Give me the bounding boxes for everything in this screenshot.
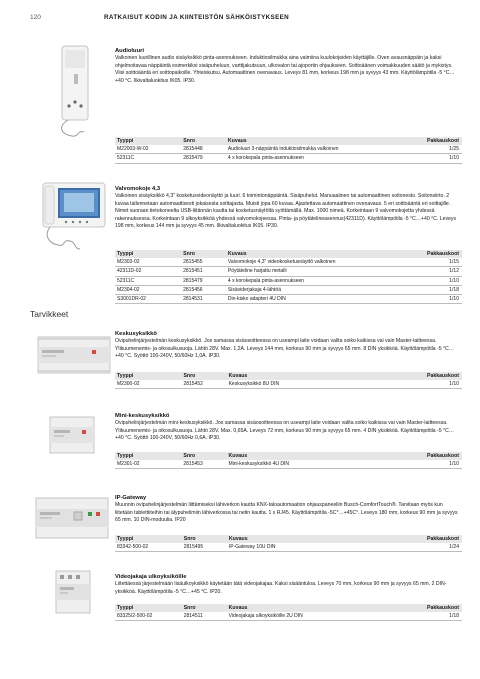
cell-sno: 2815455 [181,258,226,267]
col-sno: Snro [181,372,226,380]
table-header-row [115,250,462,258]
product-title: IP-Gateway [115,495,147,501]
col-desc: Kuvaus [226,452,425,460]
cell-sno: 2814531 [181,295,226,304]
cell-desc: Keskusyksikkö 8U DIN [227,380,425,389]
product-description: Valkoinen sisäyksikkö 4,3" kosketusvideonäyttö ja luuri. 6 toimintonäppäintä. Sisäpuhelut. Manuaalinen tai automaattinen soitonesto. Soitonsiirto. 2 kuvaa tallennetaan automaattisesti jokaisesta soittajasta. Muisti jopa 60 kuvaa. Ajastettava automaattinen ovenavaus. 5 eri soittoääntä eri soittajille. Nimet suoraan tietokoneelta USB-liitännän kautta tai kosketusnäytöltä syöttämällä. Max. 1000 nimeä. Korkeintaan 9 valvomokojetta yhdessä rakennuksessa. Korkeintaan 9 ulkoyksikköä yhdessä valvomokojeessa. Pinta- ja pöytätelineasennus(42311D). Käyttölämpötila -5 °C…+40 °C. Leveys 198 mm, korkeus 144 mm ja syvyys 45 mm. Ilkivaltaluokitus IK05. IP30. [115,193,457,230]
col-pack: Pakkauskoot [425,452,462,460]
product-table [115,250,462,304]
cell-desc: Audioluuri 3-näppäintä induktiosilmukka valkoinen [226,145,425,154]
cell-pack: 1/25 [425,145,462,154]
cell-desc: 4 x korokepala pinta-asennukseen [226,154,425,163]
cell-type: 52311C [115,276,181,285]
cell-sno: 2815479 [181,276,226,285]
table-header-row [115,372,462,380]
video-splitter-image [52,568,94,616]
col-pack: Pakkauskoot [425,250,462,258]
cell-type: M2300-02 [115,380,181,389]
page-header [30,14,460,26]
col-type: Tyyppi [115,137,181,145]
col-desc: Kuvaus [226,137,425,145]
product-table [115,452,462,469]
product-title: Audioluuri [115,48,144,54]
mini-din-unit-image [48,414,96,456]
col-sno: Snro [182,535,227,543]
cell-desc: Mini-keskusyksikkö 4U DIN [226,460,425,469]
cell-pack: 1/24 [425,543,462,552]
cell-pack: 1/10 [425,276,462,285]
product-title: Mini-keskusyksikkö [115,413,170,419]
col-type: Tyyppi [115,372,181,380]
col-desc: Kuvaus [227,535,425,543]
cell-sno: 2815452 [181,380,226,389]
cell-pack: 1/10 [425,295,462,304]
col-sno: Snro [182,604,227,612]
table-header-row [115,604,462,612]
cell-sno: 2815448 [181,145,226,154]
col-type: Tyyppi [115,604,182,612]
cell-pack: 1/18 [425,285,462,294]
cell-type: M22003-W-02 [115,145,181,154]
cell-type: S3001DR-02 [115,295,181,304]
cell-type: M2304-02 [115,285,181,294]
product-description: Valkoinen luurillinen audio sisäyksikkö pinta-asennukseen. Induktiosilmukka aina valmiina kuulokojeiden käyttäjille. Oven avausnäppäin ja kaksi ohjelmoitavaa näppäintä esimerkiksi sisäpuheluun, varttijakutsuun, ulkovalon tai ajoportin ohjaukseen. Soittoäänen voimakkuuden säätö ja mykistys. Viisi soittoääntä eri soittopaikoille. Yhteiskutsu. Automaattinen ovenavaus. Leveys 81 mm, korkeus 198 mm ja syvyys 43 mm. Käyttölämpötila -5 °C…+40 °C. Ilkivaltaluokitus IK05. IP30. [115,55,455,84]
cell-type: 83325/2-500-02 [115,612,182,621]
table-row [115,276,462,285]
col-sno: Snro [181,137,226,145]
col-sno: Snro [181,250,226,258]
video-monitor-image [40,181,110,253]
cell-sno: 2815495 [182,543,227,552]
table-row [115,285,462,294]
cell-sno: 2815453 [181,460,226,469]
table-header-row [115,137,462,145]
col-desc: Kuvaus [226,250,425,258]
cell-desc: Din-kisko adapteri 4U DIN [226,295,425,304]
cell-desc: Pöytäteline harjattu metalli [226,267,425,276]
product-title: Videojakaja ulkoyksiköille [115,574,187,580]
section-heading: Tarvikkeet [30,309,69,319]
col-pack: Pakkauskoot [425,372,462,380]
col-pack: Pakkauskoot [425,604,462,612]
col-type: Tyyppi [115,452,181,460]
cell-type: 52311C [115,154,181,163]
din-unit-image [36,333,112,377]
col-desc: Kuvaus [227,372,425,380]
cell-pack: 1/10 [425,154,462,163]
product-description: Ovipuhelinjärjestelmän keskusyksikkö. Jos samassa sisäosoitteessa on useampi laite voidaan valita soiko kaikissa vai vain Master-laitteessa. Ylikuumenemis- ja oikosulkusuoja. Lähtö 28V. Max. 1,2A. Leveys 144 mm, korkeus 90 mm ja syvyys 65 mm. 8 DIN yksikköä. Käyttölämpötila -5 °C…+40 °C. Syöttö 100-240V, 50/60Hz 1,0A. IP30. [115,338,454,360]
col-type: Tyyppi [115,535,182,543]
product-title: Valvomokoje 4,3 [115,186,161,192]
table-header-row [115,452,462,460]
col-sno: Snro [181,452,226,460]
table-row [115,154,462,163]
product-title: Keskusyksikkö [115,331,157,337]
table-row [115,460,462,469]
cell-pack: 1/10 [425,380,462,389]
cell-type: M2303-02 [115,258,181,267]
product-table [115,137,462,164]
cell-sno: 2815479 [181,154,226,163]
table-header-row [115,535,462,543]
cell-sno: 2815451 [181,267,226,276]
col-pack: Pakkauskoot [425,535,462,543]
cell-pack: 1/10 [425,460,462,469]
col-pack: Pakkauskoot [425,137,462,145]
table-row [115,380,462,389]
cell-pack: 1/18 [425,612,462,621]
cell-pack: 1/12 [425,267,462,276]
cell-type: 83342-500-02 [115,543,182,552]
table-row [115,295,462,304]
ip-gateway-image [34,494,110,542]
table-row [115,267,462,276]
table-row [115,543,462,552]
product-description: Muunnin ovipuhelinjärjestelmän liittämiseksi lähiverkon kautta KNX-taloautomaation ohjauspaneeliin Busch-ComfortTouch®. Tarvitaan myös kun liitetään tablettiiteihin tai älypuhelimiin lähiverkossa tai netin kautta. 1 x RJ45. Käyttölämpötila -5C°…+45C°. Leveys 180 mm, korkeus 90 mm ja syvyys 65 mm. 10 DIN-moduulia. IP20 [115,502,458,524]
table-row [115,145,462,154]
audio-handset-image [48,44,103,139]
table-row [115,612,462,621]
cell-pack: 1/15 [425,258,462,267]
table-row [115,258,462,267]
cell-desc: IP-Gateway 10U DIN [227,543,425,552]
cell-sno: 2814511 [182,612,227,621]
cell-desc: Videojakaja ulkoyksiköille 2U DIN [227,612,425,621]
cell-sno: 2815456 [181,285,226,294]
col-desc: Kuvaus [227,604,425,612]
product-description: Ovipuhelinjärjestelmän mini-keskusyksikkö. Jos samassa sisäosoitteessa on useampi laite voidaan valita soiko kaikissa vai vain Master-laitteessa. Ylikuumenemis- ja oikosulkusuoja. Lähtö 28V. Max. 0,65A. Leveys 72 mm, korkeus 90 mm ja syvyys 65 mm. 4 DIN yksikköä. Käyttölämpötila -5 °C…+40 °C. Syöttö 100-240V, 50/60Hz 0,6A. IP30. [115,420,454,442]
cell-type: M2301-02 [115,460,181,469]
cell-desc: 4 x korokepala pinta-asennukseen [226,276,425,285]
cell-desc: Valvomokoje 4,3" videokosketusnäyttö valkoinen [226,258,425,267]
col-type: Tyyppi [115,250,181,258]
product-table [115,535,462,552]
cell-desc: Sisäviderjakaja 4-lähtöä [226,285,425,294]
cell-type: 42311D-02 [115,267,181,276]
product-table [115,604,462,621]
product-table [115,372,462,389]
page-title: RATKAISUT KODIN JA KIINTEISTÖN SÄHKÖISTYKSEEN [104,14,290,21]
page-number: 120 [30,14,41,21]
product-description: Liitettäessä järjestelmään lisäulkoyksikkö käytetään tätä videojakajaa. Kaksi sisääntuloa. Leveys 70 mm, korkeus 90 mm ja syvyys 65 mm. 2 DIN-yksikköä. Käyttölämpötila -5 °C…+45 °C. IP20. [115,581,447,595]
